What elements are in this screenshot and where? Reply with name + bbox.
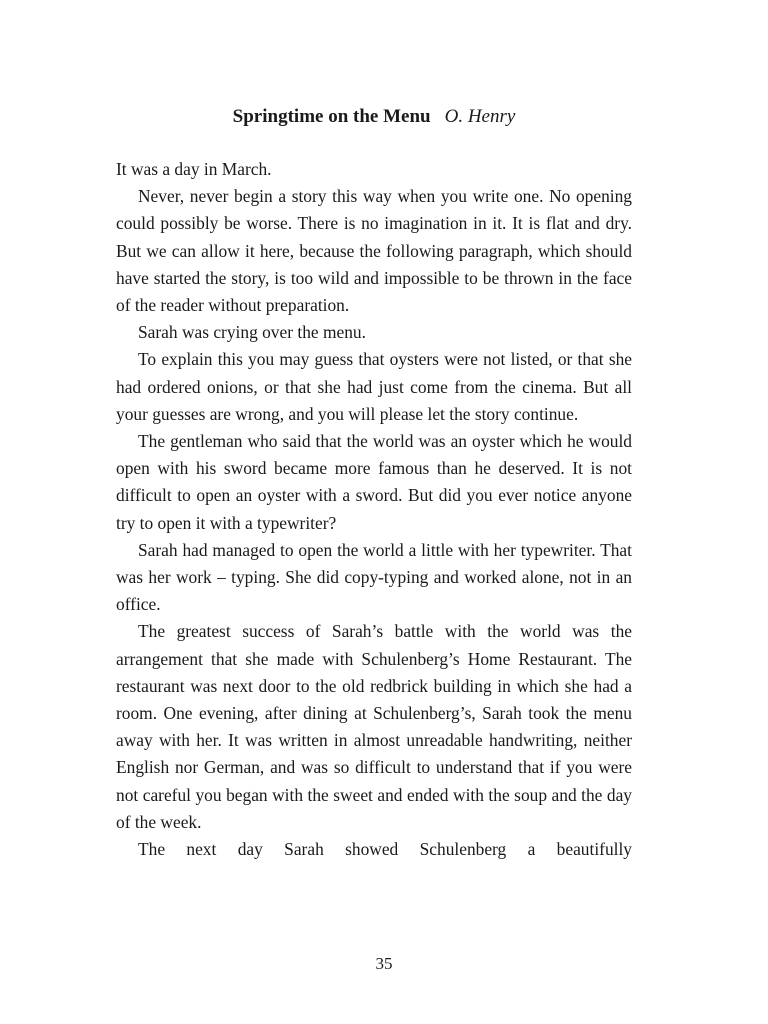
- paragraph: To explain this you may guess that oysters were not listed, or that she had ordered onions, or that she had just come from the cinema. But all your guesses are wrong, and you will please let the story continue.: [116, 349, 632, 424]
- paragraph: It was a day in March.: [116, 159, 272, 179]
- paragraph: Sarah was crying over the menu.: [138, 322, 366, 343]
- paragraph: The next day Sarah showed Schulenberg a beautifully: [138, 839, 632, 860]
- story-title: Springtime on the Menu: [232, 106, 431, 127]
- story-body: [116, 156, 632, 863]
- page-number: 35: [375, 954, 393, 973]
- paragraph: Sarah had managed to open the world a little with her typewriter. That was her work – typing. She did copy-typing and worked alone, not in an office.: [116, 539, 632, 615]
- paragraph: Never, never begin a story this way when you write one. No opening could possibly be worse. There is no imagination in it. It is flat and dry. But we can allow it here, because the following paragraph, which should have started the story, is too wild and impossible to be thrown in the face of the reader without preparation.: [116, 186, 632, 316]
- paragraph: The greatest success of Sarah’s battle with the world was the arrangement that she made with Schulenberg’s Home Restaurant. The restaurant was next door to the old redbrick building in which she had a room. One evening, after dining at Schulenberg’s, Sarah took the menu away with her. It was written in almost unreadable handwriting, neither English nor German, and was so difficult to understand that if you were not careful you began with the sweet and ended with the soup and the day of the week.: [116, 621, 632, 832]
- story-author: O. Henry: [444, 106, 516, 127]
- paragraph: The gentleman who said that the world was an oyster which he would open with his sword became more famous than he deserved. It is not difficult to open an oyster with a sword. But did you ever notice anyone try to open it with a typewriter?: [116, 431, 632, 533]
- book-page: [116, 100, 632, 863]
- chapter-heading: [116, 100, 632, 134]
